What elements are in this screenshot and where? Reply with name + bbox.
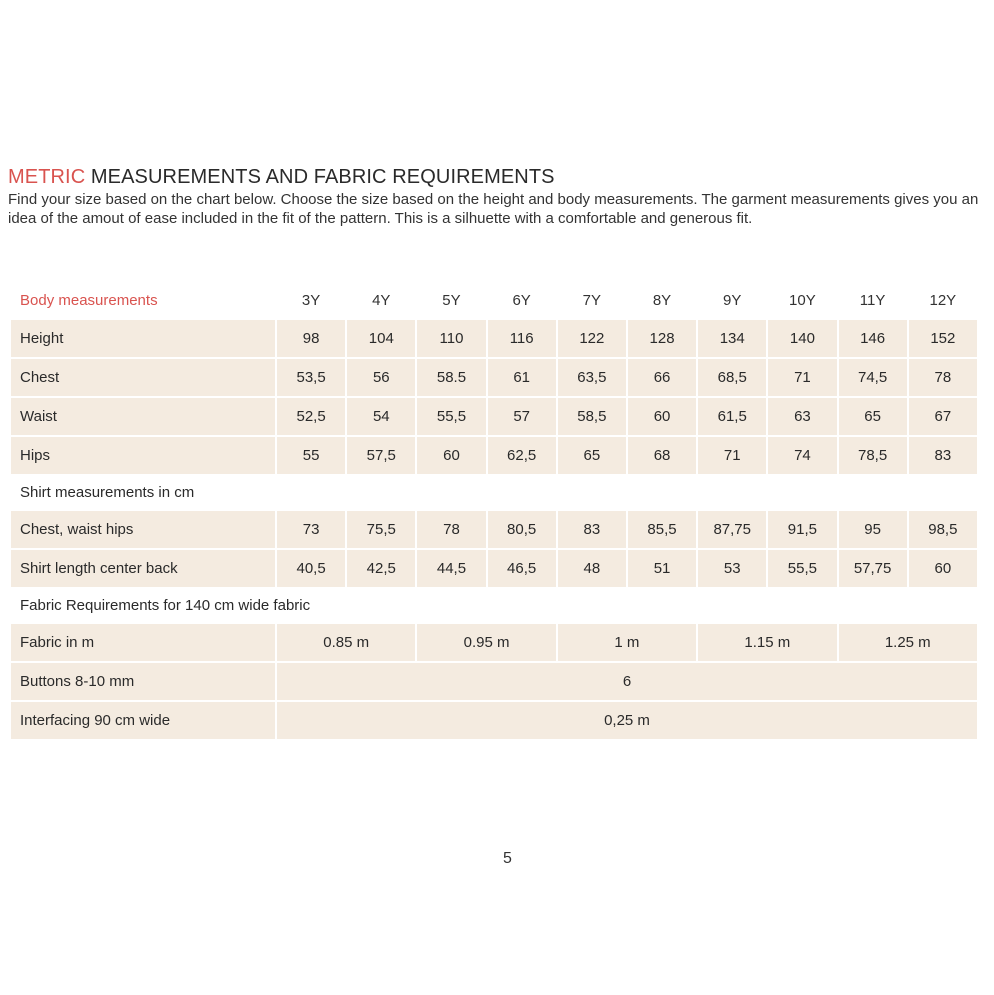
cell-value: 71: [768, 359, 836, 398]
height-row: [11, 320, 977, 359]
size-header: 4Y: [347, 283, 415, 320]
cell-value: 63,5: [558, 359, 626, 398]
cell-value: 65: [558, 437, 626, 476]
fabric-row: [11, 624, 977, 663]
cell-value: 68,5: [698, 359, 766, 398]
row-label: Chest, waist hips: [11, 511, 275, 550]
cell-value: 74,5: [839, 359, 907, 398]
fabric-amount: 1.15 m: [698, 624, 836, 663]
hips-row: [11, 437, 977, 476]
size-header: 7Y: [558, 283, 626, 320]
row-label: Buttons 8-10 mm: [11, 663, 275, 702]
cell-value: 60: [628, 398, 696, 437]
cell-value: 57,5: [347, 437, 415, 476]
cell-value: 51: [628, 550, 696, 589]
measurements-table: [9, 283, 979, 741]
row-label: Interfacing 90 cm wide: [11, 702, 275, 741]
row-label: Fabric in m: [11, 624, 275, 663]
cell-value: 54: [347, 398, 415, 437]
cell-value: 58,5: [558, 398, 626, 437]
interfacing-row: [11, 702, 977, 741]
cell-value: 83: [909, 437, 977, 476]
row-label: Chest: [11, 359, 275, 398]
fabric-amount: 1.25 m: [839, 624, 978, 663]
page-number: 5: [503, 850, 512, 867]
cell-value: 62,5: [488, 437, 556, 476]
cell-value: 140: [768, 320, 836, 359]
cell-value: 53: [698, 550, 766, 589]
cell-value: 146: [839, 320, 907, 359]
cell-value: 73: [277, 511, 345, 550]
document-title: [8, 166, 555, 189]
shirt-measurements-heading: Shirt measurements in cm: [11, 476, 977, 511]
row-label: Waist: [11, 398, 275, 437]
cell-value: 53,5: [277, 359, 345, 398]
shirt-chest-row: [11, 511, 977, 550]
cell-value: 95: [839, 511, 907, 550]
cell-value: 104: [347, 320, 415, 359]
body-measurements-heading: Body measurements: [11, 283, 275, 320]
cell-value: 85,5: [628, 511, 696, 550]
cell-value: 63: [768, 398, 836, 437]
cell-value: 134: [698, 320, 766, 359]
cell-value: 128: [628, 320, 696, 359]
cell-value: 65: [839, 398, 907, 437]
cell-value: 67: [909, 398, 977, 437]
shirt-section-row: [11, 476, 977, 511]
buttons-count: 6: [277, 663, 977, 702]
cell-value: 74: [768, 437, 836, 476]
cell-value: 122: [558, 320, 626, 359]
row-label: Hips: [11, 437, 275, 476]
cell-value: 91,5: [768, 511, 836, 550]
size-header: 3Y: [277, 283, 345, 320]
buttons-row: [11, 663, 977, 702]
cell-value: 98: [277, 320, 345, 359]
cell-value: 83: [558, 511, 626, 550]
title-text: MEASUREMENTS AND FABRIC REQUIREMENTS: [85, 166, 555, 188]
fabric-amount: 1 m: [558, 624, 696, 663]
row-label: Height: [11, 320, 275, 359]
cell-value: 48: [558, 550, 626, 589]
cell-value: 44,5: [417, 550, 485, 589]
shirt-length-row: [11, 550, 977, 589]
cell-value: 78,5: [839, 437, 907, 476]
cell-value: 78: [417, 511, 485, 550]
interfacing-amount: 0,25 m: [277, 702, 977, 741]
cell-value: 80,5: [488, 511, 556, 550]
cell-value: 75,5: [347, 511, 415, 550]
cell-value: 61,5: [698, 398, 766, 437]
fabric-requirements-heading: Fabric Requirements for 140 cm wide fabric: [11, 589, 977, 624]
cell-value: 55,5: [417, 398, 485, 437]
cell-value: 57,75: [839, 550, 907, 589]
fabric-amount: 0.85 m: [277, 624, 415, 663]
waist-row: [11, 398, 977, 437]
cell-value: 66: [628, 359, 696, 398]
size-header: 12Y: [909, 283, 977, 320]
cell-value: 58.5: [417, 359, 485, 398]
cell-value: 87,75: [698, 511, 766, 550]
cell-value: 40,5: [277, 550, 345, 589]
cell-value: 78: [909, 359, 977, 398]
title-accent: METRIC: [8, 166, 86, 188]
size-header: 8Y: [628, 283, 696, 320]
cell-value: 98,5: [909, 511, 977, 550]
cell-value: 71: [698, 437, 766, 476]
cell-value: 152: [909, 320, 977, 359]
chest-row: [11, 359, 977, 398]
cell-value: 57: [488, 398, 556, 437]
size-header: 6Y: [488, 283, 556, 320]
cell-value: 55: [277, 437, 345, 476]
cell-value: 60: [909, 550, 977, 589]
intro-paragraph: Find your size based on the chart below. Choose the size based on the height and body measurements. The garment measurements gives you an idea of the amout of ease included in the fit of the pattern. This is a silhuette with a comfortable and generous fit.: [8, 191, 979, 227]
cell-value: 68: [628, 437, 696, 476]
row-label: Shirt length center back: [11, 550, 275, 589]
fabric-amount: 0.95 m: [417, 624, 555, 663]
size-header: 10Y: [768, 283, 836, 320]
cell-value: 56: [347, 359, 415, 398]
cell-value: 42,5: [347, 550, 415, 589]
cell-value: 110: [417, 320, 485, 359]
cell-value: 61: [488, 359, 556, 398]
size-header-row: [11, 283, 977, 320]
cell-value: 55,5: [768, 550, 836, 589]
size-header: 5Y: [417, 283, 485, 320]
cell-value: 52,5: [277, 398, 345, 437]
size-header: 11Y: [839, 283, 907, 320]
cell-value: 60: [417, 437, 485, 476]
cell-value: 116: [488, 320, 556, 359]
cell-value: 46,5: [488, 550, 556, 589]
size-header: 9Y: [698, 283, 766, 320]
fabric-section-row: [11, 589, 977, 624]
